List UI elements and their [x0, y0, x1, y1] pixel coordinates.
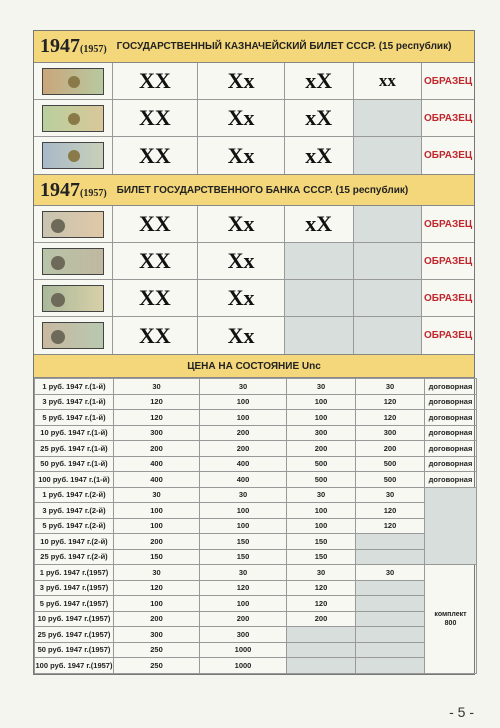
price-label: 50 руб. 1947 г.(1-й) — [35, 456, 114, 472]
price-cell: 30 — [114, 487, 200, 503]
price-cell: 30 — [200, 565, 287, 581]
price-cell: 30 — [200, 379, 287, 395]
variety-cell — [285, 243, 354, 279]
banknote-image — [42, 248, 104, 275]
variety-mark: Xx — [227, 211, 255, 236]
banknote-cell — [34, 317, 113, 354]
variety-cell — [285, 317, 354, 354]
banknote-image — [42, 68, 104, 95]
variety-mark: XX — [139, 105, 171, 130]
price-row — [35, 580, 477, 596]
variety-mark: XX — [139, 285, 171, 310]
price-cell: договорная — [425, 379, 477, 395]
price-label: 5 руб. 1947 г.(1-й) — [35, 410, 114, 426]
variety-cell — [113, 137, 199, 174]
price-cell: 300 — [287, 425, 356, 441]
sample-cell — [422, 63, 474, 99]
price-cell: 1000 — [200, 658, 287, 674]
page-number: - 5 - — [449, 704, 474, 720]
price-cell — [287, 658, 356, 674]
variety-cell — [285, 100, 354, 136]
banknote-row — [34, 243, 474, 280]
variety-mark: XX — [139, 248, 171, 273]
price-row — [35, 534, 477, 550]
price-cell: 100 — [200, 394, 287, 410]
price-row — [35, 658, 477, 674]
sample-label: ОБРАЗЕЦ — [424, 255, 473, 267]
variety-cell — [113, 317, 199, 354]
price-label: 5 руб. 1947 г.(2-й) — [35, 518, 114, 534]
price-label: 10 руб. 1947 г.(1957) — [35, 611, 114, 627]
price-cell — [356, 549, 425, 565]
variety-mark: XX — [139, 211, 171, 236]
variety-cell — [354, 243, 423, 279]
price-row — [35, 642, 477, 658]
price-cell: 30 — [114, 379, 200, 395]
price-row — [35, 565, 477, 581]
price-cell — [287, 642, 356, 658]
price-row — [35, 627, 477, 643]
price-cell: 30 — [356, 379, 425, 395]
sample-cell — [422, 100, 474, 136]
price-cell: 100 — [200, 503, 287, 519]
variety-mark: XX — [139, 322, 171, 348]
price-label: 100 руб. 1947 г.(1-й) — [35, 472, 114, 488]
price-cell: 120 — [356, 503, 425, 519]
variety-cell — [113, 280, 199, 316]
kit-cell — [425, 565, 477, 674]
banknote-image — [42, 142, 104, 169]
price-cell: 400 — [200, 472, 287, 488]
price-label: 1 руб. 1947 г.(2-й) — [35, 487, 114, 503]
banknote-row — [34, 63, 474, 100]
banknote-image — [42, 105, 104, 132]
section1-header — [34, 31, 474, 63]
price-cell: 100 — [114, 596, 200, 612]
variety-cell — [113, 206, 199, 242]
variety-cell — [354, 280, 423, 316]
price-cell: 100 — [200, 518, 287, 534]
variety-mark: Xx — [227, 68, 255, 93]
variety-cell — [285, 63, 354, 99]
price-cell: 120 — [356, 410, 425, 426]
variety-cell — [285, 137, 354, 174]
price-cell: 120 — [287, 596, 356, 612]
price-cell: 200 — [287, 441, 356, 457]
price-cell: 500 — [356, 472, 425, 488]
price-row — [35, 456, 477, 472]
price-cell: договорная — [425, 394, 477, 410]
banknote-cell — [34, 63, 113, 99]
price-cell: 120 — [200, 580, 287, 596]
variety-mark: Xx — [227, 285, 255, 310]
sample-cell — [422, 243, 474, 279]
price-cell: 500 — [356, 456, 425, 472]
price-cell: 100 — [114, 503, 200, 519]
price-cell: 120 — [114, 580, 200, 596]
banknote-row — [34, 206, 474, 243]
variety-mark: Xx — [227, 248, 255, 273]
banknote-row — [34, 317, 474, 354]
price-cell: 1000 — [200, 642, 287, 658]
price-row — [35, 596, 477, 612]
price-row — [35, 441, 477, 457]
price-label: 10 руб. 1947 г.(2-й) — [35, 534, 114, 550]
price-label: 10 руб. 1947 г.(1-й) — [35, 425, 114, 441]
price-cell: 200 — [356, 441, 425, 457]
price-cell: 120 — [356, 518, 425, 534]
price-cell: 100 — [287, 410, 356, 426]
price-cell: 30 — [356, 487, 425, 503]
price-cell: 120 — [287, 580, 356, 596]
price-label: 5 руб. 1947 г.(1957) — [35, 596, 114, 612]
variety-cell — [198, 206, 285, 242]
price-cell — [356, 627, 425, 643]
price-row — [35, 425, 477, 441]
variety-cell — [113, 100, 199, 136]
section2-title: БИЛЕТ ГОСУДАРСТВЕННОГО БАНКА СССР. (15 республик) — [116, 184, 409, 196]
sample-cell — [422, 137, 474, 174]
price-cell: 200 — [200, 425, 287, 441]
variety-mark: xX — [305, 68, 333, 93]
price-cell: 30 — [356, 565, 425, 581]
price-cell — [356, 642, 425, 658]
price-label: 1 руб. 1947 г.(1-й) — [35, 379, 114, 395]
price-cell: 400 — [114, 472, 200, 488]
price-cell: 300 — [356, 425, 425, 441]
price-cell: договорная — [425, 410, 477, 426]
price-label: 25 руб. 1947 г.(2-й) — [35, 549, 114, 565]
banknote-row — [34, 280, 474, 317]
variety-cell — [354, 317, 423, 354]
banknote-image — [42, 285, 104, 312]
price-label: 100 руб. 1947 г.(1957) — [35, 658, 114, 674]
price-cell: 150 — [200, 534, 287, 550]
banknote-cell — [34, 280, 113, 316]
variety-cell — [285, 206, 354, 242]
sample-cell — [422, 280, 474, 316]
price-cell — [356, 596, 425, 612]
variety-cell — [198, 243, 285, 279]
price-label: 25 руб. 1947 г.(1957) — [35, 627, 114, 643]
price-row — [35, 518, 477, 534]
banknote-row — [34, 137, 474, 174]
price-cell: 150 — [200, 549, 287, 565]
variety-cell — [354, 137, 423, 174]
sample-label: ОБРАЗЕЦ — [424, 150, 473, 161]
section1-year: 1947(1957) — [40, 35, 107, 57]
price-cell: 200 — [114, 611, 200, 627]
price-row — [35, 611, 477, 627]
banknote-row — [34, 100, 474, 137]
kit-label: комплект — [434, 610, 467, 618]
variety-cell — [285, 280, 354, 316]
price-cell-empty — [425, 487, 477, 565]
price-row — [35, 410, 477, 426]
price-cell: 400 — [200, 456, 287, 472]
kit-value: 800 — [444, 619, 457, 627]
price-label: 3 руб. 1947 г.(2-й) — [35, 503, 114, 519]
variety-mark: XX — [139, 68, 171, 93]
banknote-image — [42, 211, 104, 238]
variety-cell — [113, 243, 199, 279]
variety-mark: XX — [139, 142, 171, 168]
price-cell: 300 — [200, 627, 287, 643]
price-cell — [287, 627, 356, 643]
price-cell: 250 — [114, 642, 200, 658]
price-cell — [356, 534, 425, 550]
section2-banknotes — [34, 206, 474, 354]
price-label: 3 руб. 1947 г.(1957) — [35, 580, 114, 596]
price-cell: 200 — [114, 534, 200, 550]
variety-cell — [198, 317, 285, 354]
price-cell: 200 — [287, 611, 356, 627]
price-cell: 30 — [287, 487, 356, 503]
price-cell: 150 — [114, 549, 200, 565]
sample-label: ОБРАЗЕЦ — [424, 75, 473, 87]
price-title: ЦЕНА НА СОСТОЯНИЕ Unc — [34, 354, 474, 378]
price-cell: 100 — [200, 596, 287, 612]
price-cell: 150 — [287, 534, 356, 550]
sample-label: ОБРАЗЕЦ — [424, 292, 473, 304]
price-cell: 100 — [287, 503, 356, 519]
price-cell: договорная — [425, 472, 477, 488]
price-cell: 30 — [287, 379, 356, 395]
banknote-cell — [34, 243, 113, 279]
price-cell — [356, 658, 425, 674]
section1-title: ГОСУДАРСТВЕННЫЙ КАЗНАЧЕЙСКИЙ БИЛЕТ СССР. (15 республик) — [116, 41, 452, 52]
price-cell: 120 — [114, 394, 200, 410]
price-cell: 120 — [114, 410, 200, 426]
price-cell: 500 — [287, 472, 356, 488]
price-cell: 200 — [114, 441, 200, 457]
sample-cell — [422, 206, 474, 242]
section2-year: 1947(1957) — [40, 178, 107, 201]
variety-mark: xX — [305, 105, 333, 130]
variety-mark: Xx — [227, 142, 255, 168]
sample-label: ОБРАЗЕЦ — [424, 330, 473, 341]
price-label: 1 руб. 1947 г.(1957) — [35, 565, 114, 581]
price-cell: договорная — [425, 456, 477, 472]
variety-cell — [113, 63, 199, 99]
price-cell: 500 — [287, 456, 356, 472]
price-cell: 100 — [200, 410, 287, 426]
banknote-cell — [34, 137, 113, 174]
price-cell: 200 — [200, 441, 287, 457]
variety-mark: xX — [305, 142, 333, 168]
variety-mark: Xx — [227, 105, 255, 130]
price-table — [34, 378, 477, 674]
price-cell: 200 — [200, 611, 287, 627]
price-cell: 300 — [114, 425, 200, 441]
variety-mark: xx — [378, 71, 396, 90]
price-row — [35, 379, 477, 395]
price-cell: 400 — [114, 456, 200, 472]
sample-label: ОБРАЗЕЦ — [424, 112, 473, 124]
price-cell: договорная — [425, 425, 477, 441]
price-cell: 250 — [114, 658, 200, 674]
price-cell: 30 — [200, 487, 287, 503]
price-label: 50 руб. 1947 г.(1957) — [35, 642, 114, 658]
price-cell: 100 — [114, 518, 200, 534]
price-cell: 150 — [287, 549, 356, 565]
catalog-page — [33, 30, 475, 675]
sample-label: ОБРАЗЕЦ — [424, 218, 473, 230]
sample-cell — [422, 317, 474, 354]
price-cell: 100 — [287, 518, 356, 534]
price-cell: 30 — [287, 565, 356, 581]
price-cell: 300 — [114, 627, 200, 643]
price-label: 25 руб. 1947 г.(1-й) — [35, 441, 114, 457]
price-cell: 120 — [356, 394, 425, 410]
variety-cell — [198, 100, 285, 136]
price-cell — [356, 580, 425, 596]
variety-cell — [354, 206, 423, 242]
banknote-cell — [34, 100, 113, 136]
variety-cell — [354, 100, 423, 136]
variety-cell — [198, 63, 285, 99]
price-row — [35, 472, 477, 488]
price-cell — [356, 611, 425, 627]
price-cell: 100 — [287, 394, 356, 410]
price-cell: 30 — [114, 565, 200, 581]
section2-header — [34, 174, 474, 206]
banknote-image — [42, 322, 104, 349]
price-row — [35, 503, 477, 519]
variety-mark: xX — [305, 211, 333, 236]
price-row — [35, 394, 477, 410]
price-row — [35, 549, 477, 565]
section1-banknotes — [34, 63, 474, 174]
price-cell: договорная — [425, 441, 477, 457]
variety-mark: Xx — [227, 322, 255, 348]
banknote-cell — [34, 206, 113, 242]
variety-cell — [354, 63, 423, 99]
price-label: 3 руб. 1947 г.(1-й) — [35, 394, 114, 410]
variety-cell — [198, 137, 285, 174]
variety-cell — [198, 280, 285, 316]
price-row — [35, 487, 477, 503]
